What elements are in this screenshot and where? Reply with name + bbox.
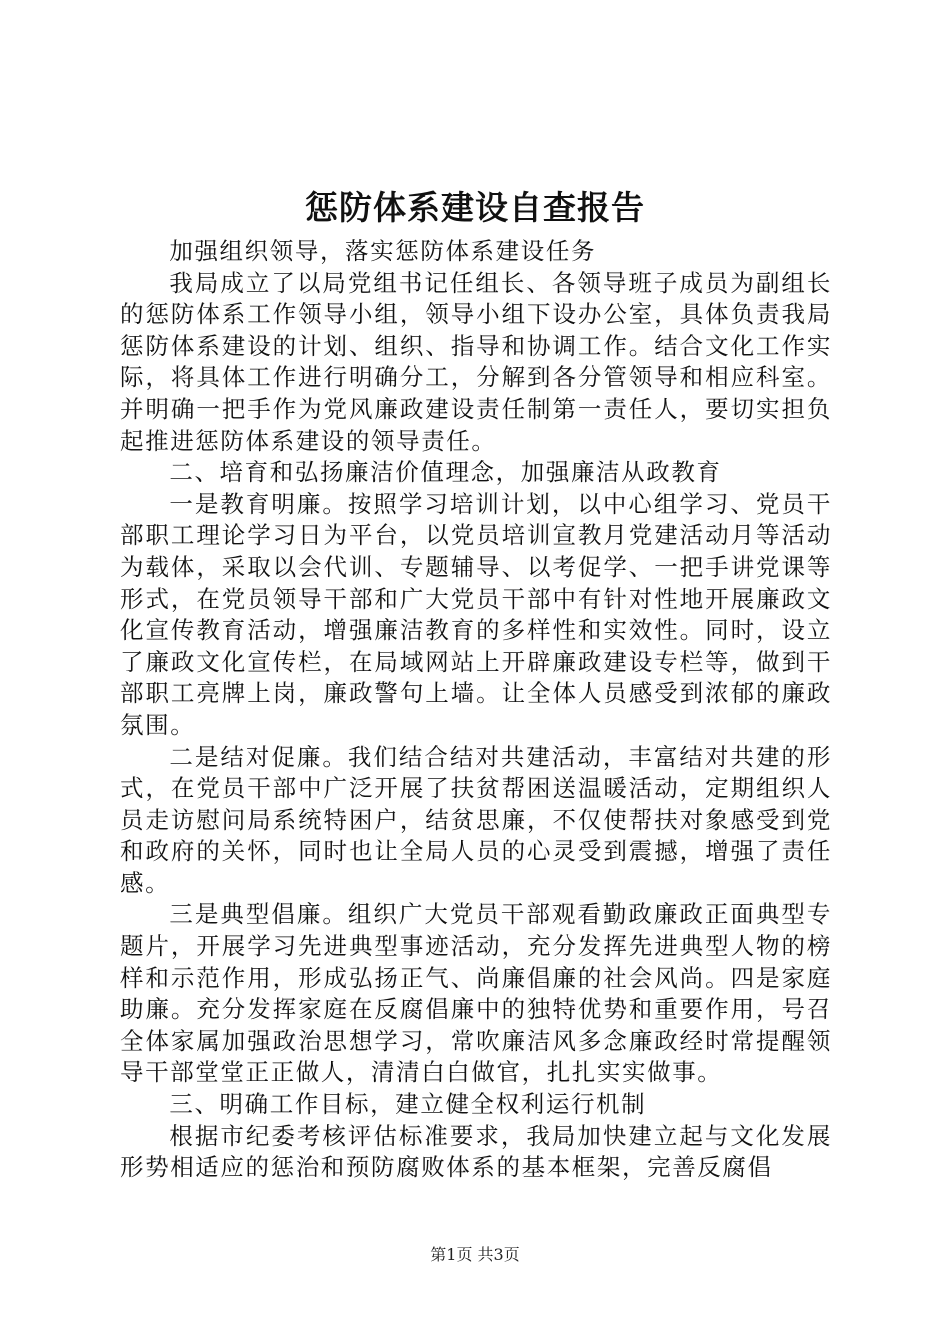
- paragraph-models: 三是典型倡廉。组织广大党员干部观看勤政廉政正面典型专题片，开展学习先进典型事迹活动，充分发挥先进典型人物的榜样和示范作用，形成弘扬正气、尚廉倡廉的社会风尚。四是家庭助廉。充分发挥家庭在反腐倡廉中的独特优势和重要作用，号召全体家属加强政治思想学习，常吹廉洁风多念廉政经时常提醒领导干部堂堂正正做人，清清白白做官，扎扎实实做事。: [120, 900, 832, 1087]
- paragraph-section-3-heading: 三、明确工作目标，建立健全权利运行机制: [169, 1090, 647, 1119]
- page-number-footer: 第1页 共3页: [430, 1245, 520, 1264]
- paragraph-pairing: 二是结对促廉。我们结合结对共建活动，丰富结对共建的形式，在党员干部中广泛开展了扶贫帮困送温暖活动，定期组织人员走访慰问局系统特困户，结贫思廉，不仅使帮扶对象感受到党和政府的关怀，同时也让全局人员的心灵受到震撼，增强了责任感。: [120, 742, 832, 897]
- document-body: [120, 236, 832, 1184]
- document-title: 惩防体系建设自查报告: [305, 188, 645, 227]
- paragraph-framework: 根据市纪委考核评估标准要求，我局加快建立起与文化发展形势相适应的惩治和预防腐败体系的基本框架，完善反腐倡: [120, 1121, 832, 1182]
- paragraph-leadership-group: 我局成立了以局党组书记任组长、各领导班子成员为副组长的惩防体系工作领导小组，领导小组下设办公室，具体负责我局惩防体系建设的计划、组织、指导和协调工作。结合文化工作实际，将具体工作进行明确分工，分解到各分管领导和相应科室。并明确一把手作为党风廉政建设责任制第一责任人，要切实担负起推进惩防体系建设的领导责任。: [120, 268, 832, 455]
- paragraph-education: 一是教育明廉。按照学习培训计划，以中心组学习、党员干部职工理论学习日为平台，以党员培训宣教月党建活动月等活动为载体，采取以会代训、专题辅导、以考促学、一把手讲党课等形式，在党员领导干部和广大党员干部中有针对性地开展廉政文化宣传教育活动，增强廉洁教育的多样性和实效性。同时，设立了廉政文化宣传栏，在局域网站上开辟廉政建设专栏等，做到干部职工亮牌上岗，廉政警句上墙。让全体人员感受到浓郁的廉政氛围。: [120, 489, 832, 739]
- paragraph-section-2-heading: 二、培育和弘扬廉洁价值理念，加强廉洁从政教育: [169, 458, 722, 487]
- paragraph-section-1-heading: 加强组织领导，落实惩防体系建设任务: [169, 237, 597, 265]
